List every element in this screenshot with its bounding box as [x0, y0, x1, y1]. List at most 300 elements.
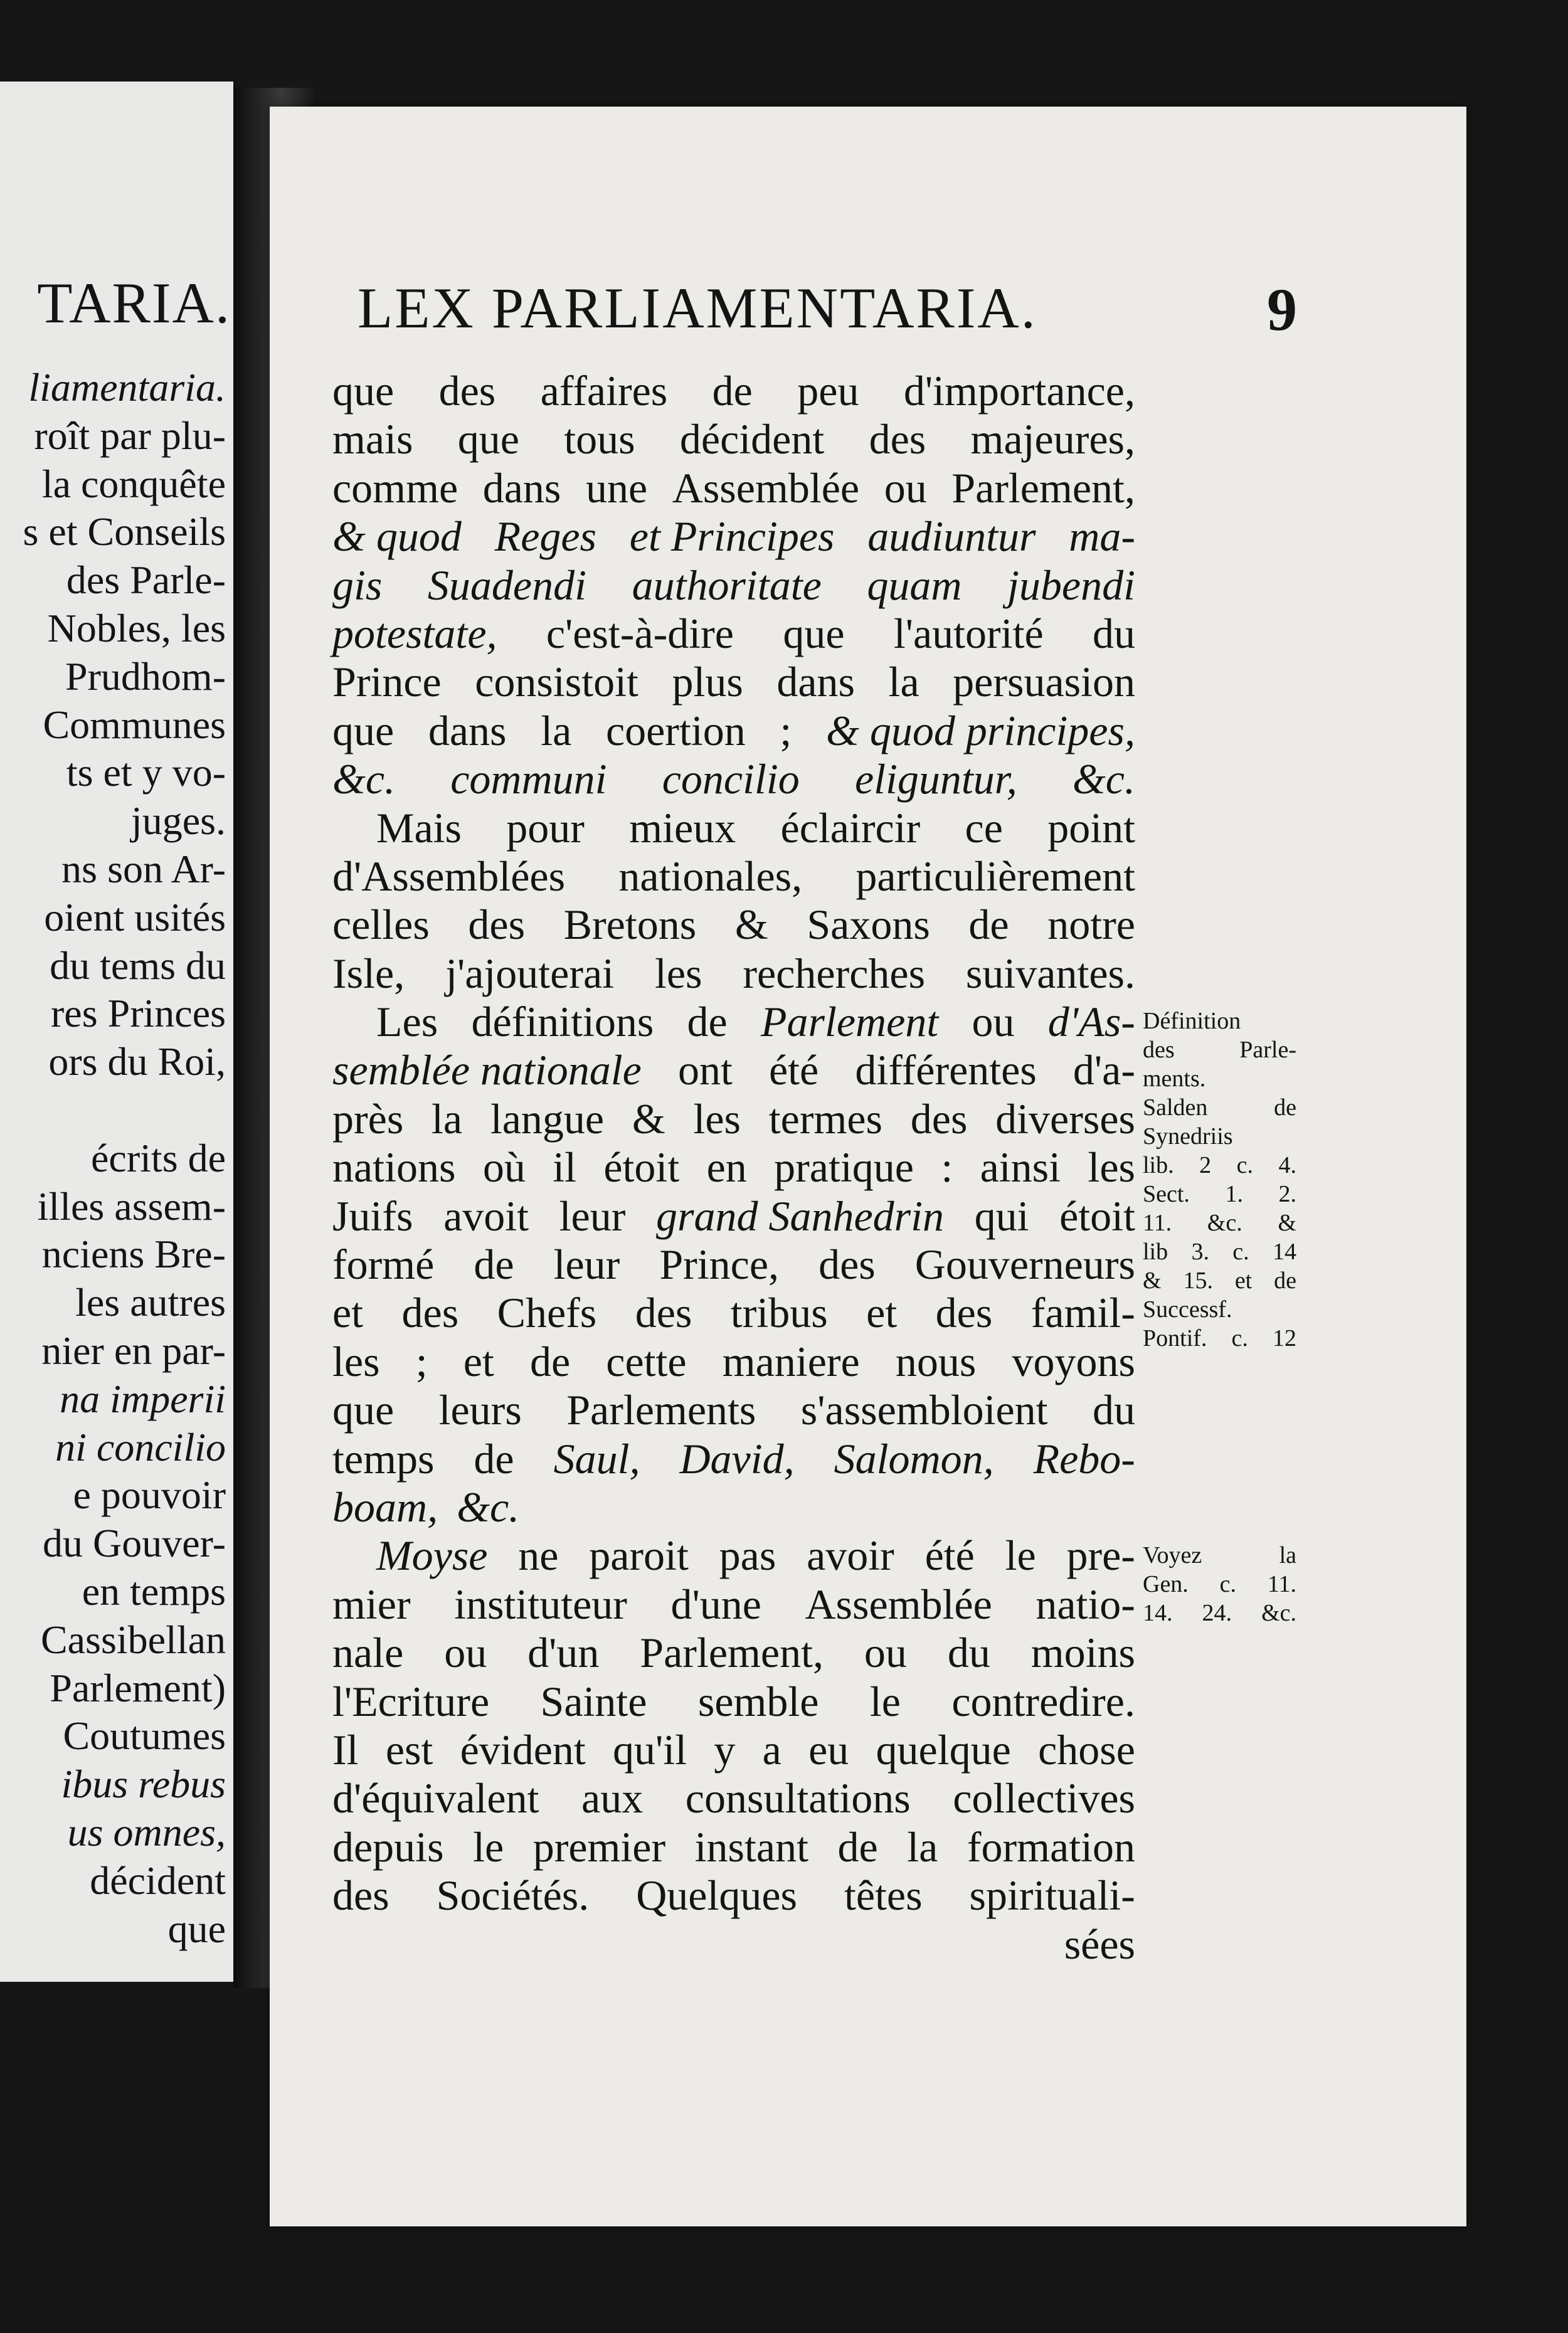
text-line [332, 1338, 1135, 1386]
word: de [968, 901, 1009, 949]
margin-note-line [1143, 1266, 1296, 1295]
margin-note-line [1143, 1209, 1296, 1237]
word: jubendi [1007, 561, 1135, 609]
text-line [332, 1386, 1135, 1434]
margin-note-word: 11. [1267, 1570, 1296, 1597]
margin-note-word: 2. [1278, 1181, 1296, 1208]
previous-page-line [23, 1086, 226, 1135]
word: Gouverneurs [914, 1241, 1135, 1289]
word: pour [506, 803, 585, 852]
word: dans [428, 706, 507, 754]
word: & quod [332, 512, 462, 561]
previous-page-line: décident [90, 1858, 226, 1903]
previous-page-line: ns son Ar- [61, 846, 226, 891]
previous-page-line: Prudhom- [65, 653, 226, 699]
text-line [332, 950, 1135, 998]
text-line [332, 415, 1135, 463]
word: définitions [471, 998, 654, 1046]
margin-note-word: 24. [1202, 1599, 1232, 1626]
word: des [468, 901, 526, 949]
word: le [869, 1677, 901, 1725]
word: de [687, 998, 728, 1046]
body-text [332, 367, 1135, 1969]
margin-note-line [1143, 1599, 1296, 1627]
word: la [541, 706, 572, 754]
word: une [585, 463, 648, 512]
word: d'a- [1073, 1046, 1135, 1094]
word: des [935, 1289, 993, 1337]
margin-note-line [1143, 1570, 1296, 1599]
word: & quod principes, [825, 706, 1135, 754]
word: des [438, 367, 496, 415]
word: Les [376, 998, 438, 1046]
word: mais [332, 415, 413, 463]
margin-note [1143, 1007, 1296, 1353]
word: c'est-à-dire [546, 609, 734, 657]
word: Prince [332, 658, 442, 706]
word: pratique [774, 1143, 914, 1192]
word: d'un [527, 1629, 600, 1677]
word: voyons [1012, 1337, 1135, 1385]
word: affaires [540, 367, 668, 415]
previous-page-line: des Parle- [66, 558, 226, 603]
word: David, [679, 1434, 795, 1483]
word: tous [564, 415, 635, 463]
text-line [332, 1143, 1135, 1192]
word: &c. [1072, 755, 1135, 803]
word: avoit [443, 1192, 529, 1240]
word: Assemblée [805, 1580, 992, 1628]
text-line [332, 1095, 1135, 1143]
text-line [332, 561, 1135, 610]
word: Parlement, [951, 463, 1135, 512]
margin-note-line [1143, 1541, 1296, 1570]
word: a [762, 1725, 781, 1774]
word: nale [332, 1629, 404, 1677]
word: comme [332, 463, 458, 512]
word: l'autorité [893, 609, 1044, 657]
running-title: LEX PARLIAMENTARIA. [358, 276, 1037, 340]
word: Parlement [760, 998, 939, 1046]
text-line [332, 755, 1135, 803]
word: du [1092, 1386, 1135, 1434]
margin-note-word: la [1279, 1542, 1296, 1569]
word: sées [1064, 1920, 1135, 1968]
word: est [385, 1725, 433, 1774]
word: qu'il [613, 1725, 687, 1774]
word: persuasion [953, 658, 1135, 706]
word: collectives [953, 1774, 1135, 1822]
word: Prince, [659, 1241, 780, 1289]
margin-note-word: &c. [1261, 1599, 1296, 1626]
word: que [332, 367, 395, 415]
word: Saul, [553, 1434, 640, 1483]
margin-note-line [1143, 1180, 1296, 1209]
text-line [332, 1726, 1135, 1774]
margin-note-word: Parle- [1239, 1037, 1296, 1064]
word: et Principes [629, 512, 835, 561]
word: communi [450, 755, 607, 803]
word: étoit [1059, 1192, 1135, 1240]
margin-note-word: c. [1232, 1239, 1249, 1266]
margin-note-word: Successf. [1143, 1296, 1232, 1323]
margin-note-word: Pontif. [1143, 1325, 1207, 1352]
margin-note-word: lib [1143, 1239, 1168, 1266]
word: mieux [629, 803, 736, 852]
page-header [358, 275, 1297, 350]
word: suivantes. [965, 949, 1135, 997]
word: potestate, [332, 609, 497, 657]
margin-note-word: 4. [1278, 1152, 1296, 1179]
margin-note-word: Voyez [1143, 1542, 1202, 1569]
word: et [332, 1289, 364, 1337]
word: natio- [1036, 1580, 1135, 1628]
margin-note-line [1143, 1064, 1296, 1093]
word: Juifs [332, 1192, 413, 1240]
text-line [332, 1483, 1135, 1532]
word: consistoit [475, 658, 638, 706]
word: Sainte [540, 1677, 647, 1725]
previous-page-line: oient usités [44, 894, 226, 939]
word: la [432, 1094, 463, 1143]
word: pas [719, 1532, 776, 1580]
word: temps [332, 1434, 435, 1483]
word: y [714, 1725, 736, 1774]
word: boam, [332, 1483, 438, 1531]
previous-page-text [23, 364, 226, 1953]
margin-note-word: de [1274, 1267, 1296, 1294]
margin-note-word: 14 [1272, 1239, 1296, 1266]
word: & [632, 1094, 665, 1143]
word: depuis [332, 1822, 444, 1871]
text-line [332, 1774, 1135, 1822]
word: Parlement, [640, 1629, 824, 1677]
previous-page-line: du Gouver- [43, 1521, 226, 1566]
word: dans [482, 463, 561, 512]
previous-page-line: nier en par- [41, 1328, 226, 1373]
word: du [947, 1629, 990, 1677]
text-line [332, 1289, 1135, 1337]
margin-note-word: des [1143, 1037, 1175, 1064]
margin-note-line [1143, 1295, 1296, 1324]
word: têtes [844, 1871, 923, 1920]
word: Assemblée [672, 463, 860, 512]
word: Chefs [497, 1289, 597, 1337]
word: particulièrement [856, 852, 1135, 900]
word: tribus [730, 1289, 828, 1337]
word: semblée nationale [332, 1046, 642, 1094]
previous-page-line: s et Conseils [23, 509, 226, 554]
previous-page-line: ni concilio [55, 1424, 226, 1469]
previous-page-fragment [0, 82, 233, 1982]
word: &c. [457, 1483, 520, 1531]
word: consultations [685, 1774, 911, 1822]
word: paroit [589, 1532, 689, 1580]
word: et [463, 1337, 494, 1385]
previous-page-line: ibus rebus [61, 1762, 226, 1807]
word: les [654, 949, 702, 997]
word: de [529, 1337, 571, 1385]
word: nous [895, 1337, 977, 1385]
word: Parlements [566, 1386, 756, 1434]
previous-page-line: Nobles, les [47, 605, 226, 650]
word: les [693, 1094, 741, 1143]
word: que [783, 609, 845, 657]
word: Quelques [636, 1871, 798, 1920]
word: nations [332, 1143, 456, 1192]
word: ainsi [980, 1143, 1061, 1192]
word: majeures, [970, 415, 1135, 463]
previous-page-line: e pouvoir [73, 1473, 226, 1518]
margin-note-line [1143, 1035, 1296, 1064]
word: qui [974, 1192, 1029, 1240]
margin-note-word: et [1234, 1267, 1253, 1294]
word: été [768, 1046, 819, 1094]
word: &c. [332, 755, 396, 803]
word: moins [1030, 1629, 1135, 1677]
word: langue [490, 1094, 605, 1143]
word: leurs [438, 1386, 522, 1434]
margin-note-word: Définition [1143, 1008, 1241, 1035]
word: éclaircir [780, 803, 921, 852]
previous-page-line: en temps [82, 1569, 226, 1614]
word: nationales, [618, 852, 803, 900]
word: coertion [605, 706, 746, 754]
word: des [401, 1289, 459, 1337]
text-line [332, 1629, 1135, 1677]
margin-note-word: Synedriis [1143, 1123, 1233, 1150]
word: les [332, 1337, 380, 1385]
word: la [888, 658, 919, 706]
margin-note-line [1143, 1237, 1296, 1266]
word: du [1092, 609, 1135, 657]
word: d'une [670, 1580, 761, 1628]
word: ne [518, 1532, 559, 1580]
word: ou [444, 1629, 487, 1677]
word: des [910, 1094, 968, 1143]
word: contredire. [951, 1677, 1135, 1725]
word: premier [532, 1822, 666, 1871]
text-line [332, 1580, 1135, 1629]
text-line [332, 901, 1135, 949]
previous-page-line: juges. [130, 798, 226, 844]
word: et [866, 1289, 898, 1337]
word: concilio [662, 755, 800, 803]
word: notre [1047, 901, 1135, 949]
text-line [332, 1046, 1135, 1094]
word: peu [797, 367, 859, 415]
previous-page-line: us omnes, [67, 1809, 226, 1854]
margin-note-line [1143, 1151, 1296, 1180]
word: Sociétés. [436, 1871, 590, 1920]
margin-note-line [1143, 1324, 1296, 1353]
word: Salomon, [834, 1434, 994, 1483]
word: avoir [807, 1532, 894, 1580]
word: instituteur [454, 1580, 627, 1628]
word: les [1088, 1143, 1135, 1192]
word: & [734, 901, 768, 949]
previous-page-line: la conquête [41, 461, 226, 506]
margin-note-line [1143, 1122, 1296, 1151]
word: diverses [995, 1094, 1135, 1143]
word: de [837, 1822, 878, 1871]
margin-note-word: c. [1236, 1152, 1253, 1179]
margin-note-word: c. [1231, 1325, 1248, 1352]
word: mier [332, 1580, 411, 1628]
previous-page-line: Communes [43, 702, 226, 747]
text-line [332, 464, 1135, 512]
word: pre- [1066, 1532, 1135, 1580]
word: leur [553, 1241, 620, 1289]
margin-note-word: ments. [1143, 1066, 1206, 1092]
word: s'assembloient [800, 1386, 1048, 1434]
word: près [332, 1094, 404, 1143]
word: celles [332, 901, 430, 949]
text-line [332, 1241, 1135, 1289]
word: ou [972, 998, 1015, 1046]
word: Mais [376, 803, 462, 852]
margin-note-line [1143, 1007, 1296, 1035]
previous-page-line: res Princes [50, 991, 226, 1036]
word: audiuntur [867, 512, 1036, 561]
word: maniere [722, 1337, 860, 1385]
previous-page-line: na imperii [60, 1376, 226, 1421]
previous-page-line: que [167, 1906, 226, 1951]
word: Il [332, 1725, 359, 1774]
word: de [474, 1434, 514, 1483]
word: que [332, 1386, 395, 1434]
page-number: 9 [1267, 276, 1297, 343]
previous-page-line: ts et y vo- [66, 750, 226, 795]
word: eu [808, 1725, 849, 1774]
word: formé [332, 1241, 435, 1289]
previous-page-line: ors du Roi, [48, 1039, 226, 1084]
margin-note-word: Sect. [1143, 1181, 1190, 1208]
word: quelque [876, 1725, 1011, 1774]
word: Suadendi [427, 561, 586, 609]
word: étoit [603, 1143, 680, 1192]
word: point [1047, 803, 1135, 852]
margin-note [1143, 1541, 1296, 1627]
text-line [332, 852, 1135, 901]
word: le [473, 1822, 504, 1871]
word: Saxons [807, 901, 930, 949]
word: d'équivalent [332, 1774, 539, 1822]
word: le [1005, 1532, 1036, 1580]
word: différentes [855, 1046, 1037, 1094]
text-line [332, 1192, 1135, 1241]
word: d'Assemblées [332, 852, 566, 900]
margin-note-word: 11. [1143, 1210, 1172, 1237]
word: ma- [1069, 512, 1135, 561]
margin-note-word: 1. [1225, 1181, 1243, 1208]
word: semble [697, 1677, 819, 1725]
previous-page-line: nciens Bre- [41, 1232, 226, 1277]
margin-note-word: &c. [1207, 1210, 1242, 1237]
word: de [712, 367, 753, 415]
text-line [332, 707, 1135, 755]
word: plus [672, 658, 743, 706]
word: il [553, 1143, 576, 1192]
word: des [818, 1241, 876, 1289]
margin-note-line [1143, 1093, 1296, 1122]
text-line [332, 512, 1135, 561]
word: famil- [1030, 1289, 1135, 1337]
word: où [482, 1143, 526, 1192]
word: gis [332, 561, 383, 609]
previous-page-line: Cassibellan [40, 1617, 226, 1662]
word: ou [864, 1629, 907, 1677]
word: la [907, 1822, 938, 1871]
word: ont [677, 1046, 733, 1094]
word: d'importance, [903, 367, 1135, 415]
word: ; [780, 706, 792, 754]
word: formation [967, 1822, 1135, 1871]
word: été [924, 1532, 975, 1580]
word: recherches [743, 949, 926, 997]
word: cette [606, 1337, 687, 1385]
word: Bretons [563, 901, 697, 949]
word: des [332, 1871, 389, 1920]
word: en [706, 1143, 747, 1192]
previous-page-line: illes assem- [37, 1183, 226, 1229]
word: j'ajouterai [445, 949, 615, 997]
word: grand Sanhedrin [655, 1192, 944, 1240]
text-line [332, 1920, 1135, 1969]
word: aux [581, 1774, 644, 1822]
previous-page-line: les autres [75, 1280, 226, 1325]
margin-note-word: & [1143, 1267, 1162, 1294]
margin-note-word: 15. [1183, 1267, 1213, 1294]
word: ou [884, 463, 927, 512]
word: ; [415, 1337, 428, 1385]
text-line [332, 610, 1135, 658]
word: ce [965, 803, 1003, 852]
text-line [332, 1435, 1135, 1483]
text-line [332, 1678, 1135, 1726]
previous-page-line: écrits de [91, 1135, 226, 1180]
word: leur [559, 1192, 626, 1240]
word: : [941, 1143, 953, 1192]
text-line [332, 998, 1135, 1046]
margin-note-word: lib. [1143, 1152, 1174, 1179]
word: décident [679, 415, 825, 463]
margin-note-word: Gen. [1143, 1570, 1189, 1597]
word: Rebo- [1033, 1434, 1135, 1483]
word: des [635, 1289, 692, 1337]
margin-note-word: Salden [1143, 1094, 1208, 1121]
margin-note-word: de [1274, 1094, 1296, 1121]
word: authoritate [632, 561, 822, 609]
text-line [332, 658, 1135, 706]
previous-page-running-title: TARIA. [37, 271, 231, 335]
word: l'Ecriture [332, 1677, 490, 1725]
word: chose [1038, 1725, 1135, 1774]
margin-note-word: & [1278, 1210, 1296, 1237]
word: que [332, 706, 395, 754]
text-line [332, 1823, 1135, 1871]
word: que [457, 415, 519, 463]
margin-note-word: 14. [1143, 1599, 1173, 1626]
word: instant [694, 1822, 808, 1871]
word: évident [460, 1725, 586, 1774]
previous-page-line: du tems du [50, 943, 226, 988]
text-line [332, 804, 1135, 852]
word: Isle, [332, 949, 405, 997]
margin-note-word: 2 [1199, 1152, 1212, 1179]
word: de [474, 1241, 514, 1289]
word: quam [867, 561, 962, 609]
